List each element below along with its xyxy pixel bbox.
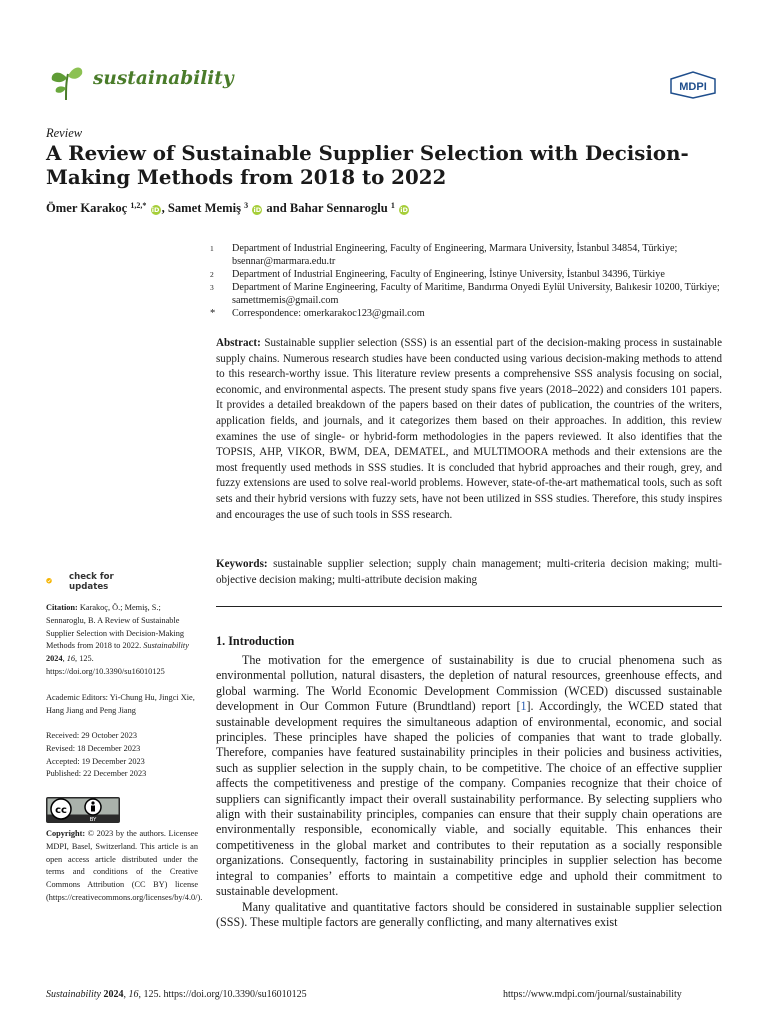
author-affiliation-mark: 3	[244, 201, 249, 210]
orcid-icon[interactable]: iD	[151, 206, 160, 214]
svg-text:cc: cc	[55, 805, 67, 816]
date-revised: Revised: 18 December 2023	[46, 743, 141, 753]
affiliation-item	[210, 307, 725, 320]
affiliations	[210, 242, 725, 320]
paragraph	[216, 653, 722, 900]
correspondence-text: Correspondence: omerkarakoc123@gmail.com	[232, 308, 425, 319]
footer-doi[interactable]: 125. https://doi.org/10.3390/su16010125	[143, 989, 307, 1000]
copyright-text: © 2023 by the authors. Licensee MDPI, Basel, Switzerland. This article is an open access article distributed under the terms and conditions of the Creative Commons Attribution (CC BY) license (https://creativecommons.org/licenses/by/4.0/).	[46, 829, 203, 902]
publisher-name: MDPI	[679, 81, 707, 93]
copyright-label: Copyright:	[46, 829, 86, 838]
author-list	[46, 201, 410, 216]
keywords-label: Keywords:	[216, 558, 268, 570]
affiliation-mark: 1	[210, 244, 214, 253]
footer-journal: Sustainability	[46, 989, 101, 1000]
editors-text: Yi-Chung Hu, Jingci Xie, Hang Jiang and Peng Jiang	[46, 693, 195, 715]
check-for-updates-label[interactable]	[69, 573, 114, 592]
footer-url[interactable]: https://www.mdpi.com/journal/sustainability	[503, 989, 682, 1000]
footer-volume: 16	[128, 989, 139, 1000]
orcid-icon[interactable]: iD	[253, 206, 262, 214]
affiliation-mark: 3	[210, 283, 214, 292]
author-affiliation-mark: 1	[390, 201, 395, 210]
section-heading: 1. Introduction	[216, 634, 295, 648]
mdpi-logo-icon[interactable]	[667, 71, 719, 99]
citation-text: Karakoç, Ö.; Memiş, S.; Sennaroglu, B. A Review of Sustainable Supplier Selection with Decision-Making Methods from 2018 to 2022.	[46, 603, 185, 651]
introduction-body	[216, 653, 722, 930]
check-label-line: updates	[69, 581, 109, 592]
affiliation-mark: *	[210, 308, 216, 319]
abstract-text: Sustainable supplier selection (SSS) is an essential part of the decision-making process in sustainable supply chains. Numerous research studies have been conducted using various decision-making methods to attend to this research-worthy issue. This literature review presents a comprehensive SSS analysis focusing on social, economic, and environmental aspects. The present study spans five years (2018–2022) and considers 101 papers. It provides a detailed breakdown of the papers based on their dates of publication, the countries of the writers, application fields, and journals, and it categorizes them based on their approaches. In addition, this review examines the use of single- or hybrid-form methodologies in the papers reviewed. It also identifies that the TOPSIS, AHP, VIKOR, BWM, DEA, DEMATEL, and MULTIMOORA methods and their extensions are the most frequently used methods in SSS studies. It is concluded that hybrid approaches and their rough, grey, and fuzzy extensions are used to solve real-world problems. However, state-of-the-art mathematical tools, such as soft sets and their hybrid versions with fuzzy sets, have not been utilized in SSS studies. Therefore, this study inspires and encourages the use of such tools in SSS research.	[216, 337, 722, 521]
author-name[interactable]: Samet Memiş	[167, 201, 241, 215]
abstract-label: Abstract:	[216, 337, 261, 349]
check-label-line: check for	[69, 572, 114, 582]
academic-editors	[46, 692, 198, 718]
affiliation-text: Department of Industrial Engineering, Faculty of Engineering, Marmara University, İstanbul 34854, Türkiye; bsennar@marmara.edu.tr	[232, 243, 678, 267]
article-type: Review	[46, 126, 83, 140]
date-published: Published: 22 December 2023	[46, 769, 147, 779]
affiliation-text: Department of Marine Engineering, Faculty of Maritime, Bandırma Onyedi Eylül University, Balıkesir 10200, Türkiye; samettmemis@gmail.com	[232, 282, 720, 306]
date-received: Received: 29 October 2023	[46, 731, 138, 740]
paragraph-text: ]. Accordingly, the WCED stated that sustainable development requires the simultaneous adaption of environmental, economic, and social principles. These principles have shaped the policies of companies that want to trade globally. Therefore, companies have featured sustainability principles in their policies and business activities, such as supplier selection in the supply chain, to be competitive. The choice of an effective supplier affects the competitiveness and prestige of the company. Companies recognize that their choice of suppliers can significantly impact their overall sustainability performance. By selecting suppliers who align with their sustainability principles, companies can ensure that their supply chain operations are environmentally responsible, economically viable, and socially equitable. This enhances their competitiveness in the global market and contributes to their reputation as a socially responsible organizations. Consequently, factoring in sustainability principles in supplier selection has become integral to companies’ efforts to maintain a competitive edge and uphold their commitment to sustainable development.	[216, 699, 722, 899]
check-for-updates-icon[interactable]	[46, 570, 68, 592]
svg-text:BY: BY	[89, 817, 97, 823]
citation-journal: Sustainability	[143, 641, 189, 651]
publication-dates	[46, 730, 198, 781]
paragraph: Many qualitative and quantitative factors should be considered in sustainable supplier selection (SSS). These multiple factors are generally conflicting, and many alternatives exist	[216, 899, 722, 929]
footer-citation: Sustainability 2024, 16, 125. https://doi.org/10.3390/su16010125	[46, 989, 307, 1000]
author-separator: and	[263, 201, 290, 215]
author-separator: ,	[161, 201, 168, 215]
affiliation-mark: 2	[210, 270, 214, 279]
affiliation-item	[210, 281, 725, 307]
affiliation-item	[210, 242, 725, 268]
journal-name[interactable]: sustainability	[93, 68, 234, 89]
keywords-text: sustainable supplier selection; supply chain management; multi-criteria decision making; multi-objective decision making; multi-attribute decision making	[216, 558, 722, 586]
citation-doi[interactable]: 125. https://doi.org/10.3390/su16010125	[46, 654, 165, 676]
author-affiliation-mark: 1,2,*	[130, 201, 147, 210]
reference-link[interactable]: 1	[520, 699, 527, 714]
citation-label: Citation:	[46, 603, 78, 612]
citation-volume: 16	[66, 654, 76, 664]
paragraph-text: The motivation for the emergence of sustainability is due to crucial phenomena such as environmental pollution, natural disasters, the depletion of natural resources, greenhouse effects, and global warming. The World Economic Development Commission (WCED) discussed sustainable development in Our Common Future (Brundtland) report [	[216, 653, 722, 714]
citation-year: 2024	[46, 654, 63, 664]
keywords	[216, 557, 722, 588]
orcid-icon[interactable]: iD	[400, 206, 408, 214]
author-name[interactable]: Ömer Karakoç	[46, 201, 128, 215]
citation-block: Citation: Karakoç, Ö.; Memiş, S.; Sennaroglu, B. A Review of Sustainable Supplier Selection with Decision-Making Methods from 2018 to 2022. Sustainability 2024, 16, 125. https://doi.org/10.3390/su16010125	[46, 603, 189, 676]
journal-logo-leaf-icon	[46, 62, 86, 102]
article-title: A Review of Sustainable Supplier Selection with Decision-Making Methods from 2018 to 2022	[46, 141, 689, 189]
footer-year: 2024	[103, 989, 124, 1000]
author-name[interactable]: Bahar Sennaroglu	[289, 201, 388, 215]
copyright-block	[46, 828, 203, 905]
date-accepted: Accepted: 19 December 2023	[46, 756, 145, 766]
editors-label: Academic Editors:	[46, 693, 108, 702]
section-divider	[216, 606, 722, 607]
cc-by-license-icon[interactable]	[46, 797, 120, 823]
abstract	[216, 336, 722, 523]
affiliation-text: Department of Industrial Engineering, Faculty of Engineering, İstinye University, İstanbul 34396, Türkiye	[232, 269, 665, 280]
affiliation-item	[210, 268, 725, 281]
